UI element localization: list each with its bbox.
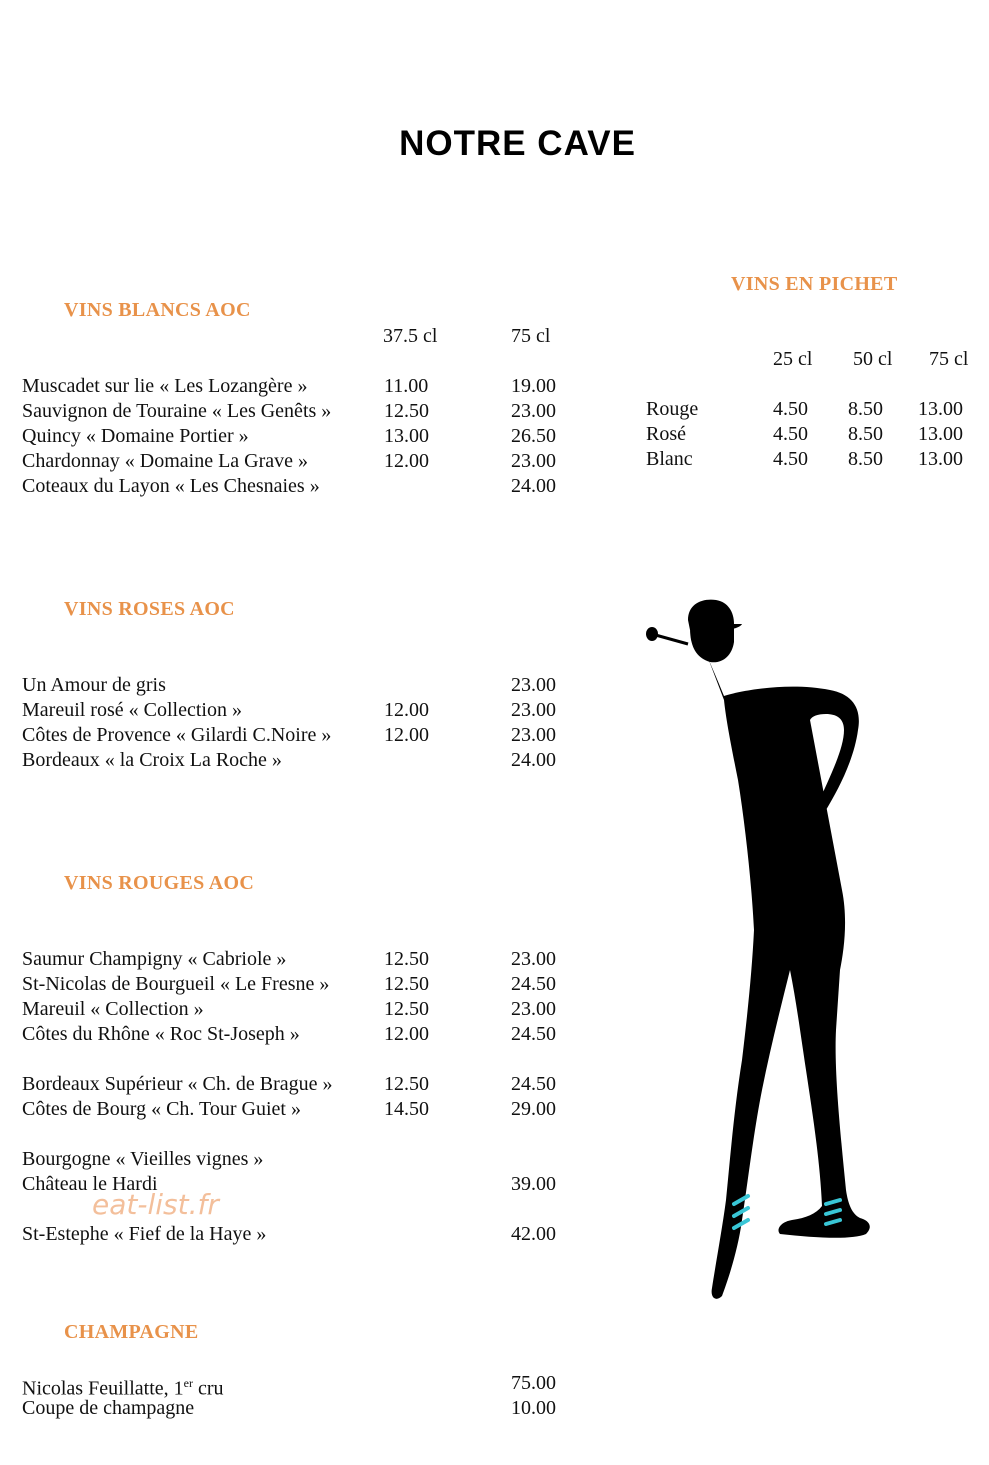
price-75cl: 23.00 bbox=[511, 998, 556, 1020]
section-heading-pichet: VINS EN PICHET bbox=[731, 273, 898, 295]
section-heading-champagne: CHAMPAGNE bbox=[64, 1321, 199, 1343]
wine-name: Château le Hardi bbox=[22, 1173, 158, 1195]
page-title: NOTRE CAVE bbox=[399, 124, 636, 163]
wine-name: Bourgogne « Vieilles vignes » bbox=[22, 1148, 264, 1170]
wine-row bbox=[0, 1072, 600, 1097]
column-header-50cl: 50 cl bbox=[853, 348, 893, 370]
column-header-37cl: 37.5 cl bbox=[383, 325, 438, 347]
wine-name: Côtes de Bourg « Ch. Tour Guiet » bbox=[22, 1098, 301, 1120]
price-75cl: 23.00 bbox=[511, 699, 556, 721]
price-75cl: 24.50 bbox=[511, 1073, 556, 1095]
price-25cl: 4.50 bbox=[773, 398, 808, 420]
wine-name: Coteaux du Layon « Les Chesnaies » bbox=[22, 475, 320, 497]
pichet-row bbox=[0, 397, 989, 422]
silhouette-man-with-pipe-icon bbox=[630, 590, 890, 1310]
price-37cl: 13.00 bbox=[384, 425, 429, 447]
price-75cl: 13.00 bbox=[918, 448, 963, 470]
wine-name: Coupe de champagne bbox=[22, 1397, 195, 1419]
price-75cl: 24.50 bbox=[511, 973, 556, 995]
price-37cl: 12.50 bbox=[384, 948, 429, 970]
wine-name: Côtes du Rhône « Roc St-Joseph » bbox=[22, 1023, 300, 1045]
price-75cl: 75.00 bbox=[511, 1372, 556, 1394]
wine-row bbox=[0, 997, 600, 1022]
price-25cl: 4.50 bbox=[773, 423, 808, 445]
wine-name-suffix: cru bbox=[192, 1377, 224, 1400]
column-header-25cl: 25 cl bbox=[773, 348, 813, 370]
wine-name: Chardonnay « Domaine La Grave » bbox=[22, 450, 309, 472]
wine-row bbox=[0, 374, 600, 399]
wine-row bbox=[0, 673, 600, 698]
price-37cl: 12.50 bbox=[384, 998, 429, 1020]
wine-name: Muscadet sur lie « Les Lozangère » bbox=[22, 375, 308, 397]
section-heading-blancs: VINS BLANCS AOC bbox=[64, 299, 251, 321]
price-75cl: 13.00 bbox=[918, 423, 963, 445]
price-75cl: 29.00 bbox=[511, 1098, 556, 1120]
pichet-name: Rouge bbox=[646, 398, 699, 420]
price-75cl: 24.00 bbox=[511, 475, 556, 497]
price-75cl: 24.00 bbox=[511, 749, 556, 771]
price-75cl: 23.00 bbox=[511, 948, 556, 970]
price-50cl: 8.50 bbox=[848, 398, 883, 420]
price-75cl: 24.50 bbox=[511, 1023, 556, 1045]
price-37cl: 11.00 bbox=[384, 375, 429, 397]
column-header-75cl: 75 cl bbox=[929, 348, 969, 370]
section-heading-rouges: VINS ROUGES AOC bbox=[64, 872, 255, 894]
price-37cl: 14.50 bbox=[384, 1098, 429, 1120]
price-75cl: 23.00 bbox=[511, 674, 556, 696]
wine-name-main: Nicolas Feuillatte, 1 bbox=[22, 1377, 184, 1400]
wine-name: Saumur Champigny « Cabriole » bbox=[22, 948, 287, 970]
wine-name: Bordeaux « la Croix La Roche » bbox=[22, 749, 282, 771]
price-75cl: 10.00 bbox=[511, 1397, 556, 1419]
price-75cl: 19.00 bbox=[511, 375, 556, 397]
superscript-er: er bbox=[183, 1376, 193, 1390]
wine-name: St-Nicolas de Bourgueil « Le Fresne » bbox=[22, 973, 330, 995]
wine-row bbox=[0, 748, 600, 773]
wine-name: Mareuil rosé « Collection » bbox=[22, 699, 242, 721]
wine-row bbox=[0, 1371, 600, 1400]
price-50cl: 8.50 bbox=[848, 423, 883, 445]
price-37cl: 12.00 bbox=[384, 450, 429, 472]
wine-row bbox=[0, 723, 600, 748]
wine-name: Côtes de Provence « Gilardi C.Noire » bbox=[22, 724, 332, 746]
price-75cl: 26.50 bbox=[511, 425, 556, 447]
wine-row bbox=[0, 1396, 600, 1421]
price-37cl: 12.00 bbox=[384, 699, 429, 721]
price-75cl: 42.00 bbox=[511, 1223, 556, 1245]
wine-row bbox=[0, 1172, 600, 1197]
price-37cl: 12.50 bbox=[384, 973, 429, 995]
wine-row bbox=[0, 947, 600, 972]
wine-row bbox=[0, 474, 600, 499]
price-37cl: 12.50 bbox=[384, 1073, 429, 1095]
price-37cl: 12.00 bbox=[384, 1023, 429, 1045]
wine-row bbox=[0, 1097, 600, 1122]
price-75cl: 23.00 bbox=[511, 450, 556, 472]
price-75cl: 39.00 bbox=[511, 1173, 556, 1195]
price-25cl: 4.50 bbox=[773, 448, 808, 470]
wine-row bbox=[0, 698, 600, 723]
column-header-75cl: 75 cl bbox=[511, 325, 551, 347]
price-37cl: 12.50 bbox=[384, 400, 429, 422]
price-75cl: 13.00 bbox=[918, 398, 963, 420]
wine-name: Bordeaux Supérieur « Ch. de Brague » bbox=[22, 1073, 333, 1095]
pichet-row bbox=[0, 422, 989, 447]
section-heading-roses: VINS ROSES AOC bbox=[64, 598, 235, 620]
price-50cl: 8.50 bbox=[848, 448, 883, 470]
price-75cl: 23.00 bbox=[511, 400, 556, 422]
watermark: eat-list.fr bbox=[92, 1188, 219, 1221]
wine-name: Quincy « Domaine Portier » bbox=[22, 425, 249, 447]
price-75cl: 23.00 bbox=[511, 724, 556, 746]
wine-row bbox=[0, 1147, 600, 1172]
pichet-name: Blanc bbox=[646, 448, 693, 470]
price-37cl: 12.00 bbox=[384, 724, 429, 746]
pichet-row bbox=[0, 447, 989, 472]
wine-name: Un Amour de gris bbox=[22, 674, 166, 696]
wine-name: St-Estephe « Fief de la Haye » bbox=[22, 1223, 267, 1245]
wine-row bbox=[0, 1222, 600, 1247]
wine-row bbox=[0, 1022, 600, 1047]
wine-name: Mareuil « Collection » bbox=[22, 998, 204, 1020]
wine-name: Sauvignon de Touraine « Les Genêts » bbox=[22, 400, 332, 422]
pichet-name: Rosé bbox=[646, 423, 686, 445]
wine-row bbox=[0, 972, 600, 997]
